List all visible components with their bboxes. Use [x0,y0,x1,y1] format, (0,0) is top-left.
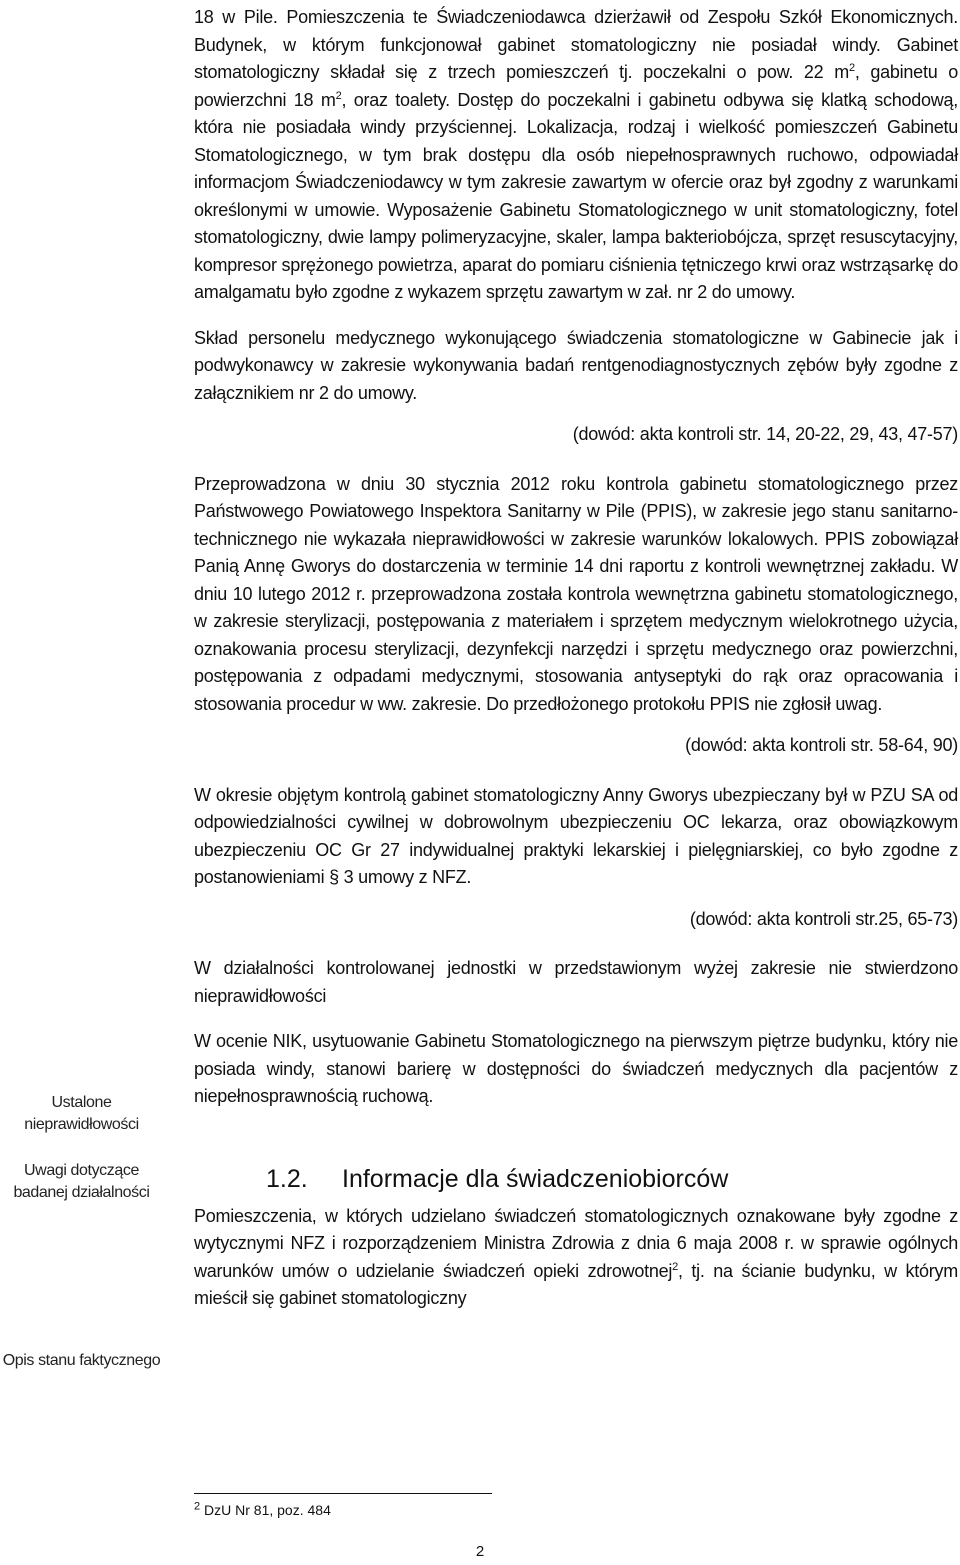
footnote: $^2$ DzU Nr 81, poz. 484 [194,1500,331,1518]
paragraph-sanitary-inspection: Przeprowadzona w dniu 30 stycznia 2012 roku kontrola gabinetu stomatologicznego przez Państwowego Powiatowego Inspektora Sanitarny w Pile (PPIS), w zakresie jego stanu sanitarno-technicznego nie wykazała nieprawidłowości w zakresie warunków lokalowych. PPIS zobowiązał Panią Annę Gworys do dostarczenia w terminie 14 dni raportu z kontroli wewnętrznej zakładu. W dniu 10 lutego 2012 r. przeprowadzona została kontrola wewnętrzna gabinetu stomatologicznego, w zakresie sterylizacji, postępowania z materiałem i sprzętem medycznym wielokrotnego użycia, oznakowania procesu sterylizacji, dezynfekcji narzędzi i sprzętu medycznego oraz powierzchni, postępowania z odpadami medycznymi, stosowania antyseptyki do rąk oraz opracowania i stosowania procedur w ww. zakresie. Do przedłożonego protokołu PPIS nie zgłosił uwag. [194,473,958,714]
margin-note-remarks: Uwagi dotyczące badanej działalności [13,1162,150,1201]
page-number: 2 [475,1543,485,1560]
evidence-reference: (dowód: akta kontroli str.25, 65-73) [689,908,958,929]
evidence-reference: (dowód: akta kontroli str. 14, 20-22, 29, 43, 47-57) [572,424,958,444]
margin-note-irregularities: Ustalone nieprawidłowości [24,1094,139,1133]
footnote-separator [194,1493,492,1494]
section-number: 1.2. [266,1164,308,1193]
margin-note-factual-state: Opis stanu faktycznego [2,1352,161,1369]
footnote-reference[interactable]: 2 [672,1260,678,1273]
paragraph-insurance: W okresie objętym kontrolą gabinet stomatologiczny Anny Gworys ubezpieczany był w PZU SA od odpowiedzialności cywilnej w dobrowolnym ubezpieczeniu OC lekarza, oraz obowiązkowym ubezpieczeniu OC Gr 27 indywidualnej praktyki lekarskiej i pielęgniarskiej, co było zgodne z postanowieniami § 3 umowy z NFZ. [194,784,958,887]
paragraph-no-irregularities: W działalności kontrolowanej jednostki w przedstawionym wyżej zakresie nie stwierdzono nieprawidłowości [194,958,958,1006]
section-title: Informacje dla świadczeniobiorców [342,1164,729,1193]
main-text-column [194,0,958,1313]
paragraph-premises: 18 w Pile. Pomieszczenia te Świadczeniodawca dzierżawił od Zespołu Szkół Ekonomicznych. Budynek, w którym funkcjonował gabinet stomatologiczny nie posiadał windy. Gabinet stomatologiczny składał się z trzech pomieszczeń tj. poczekalni o pow. 22 $m^2$, gabinetu o powierzchni 18 $m^2$, oraz toalety. Dostęp do poczekalni i gabinetu odbywa się klatką schodową, która nie posiadała windy przyściennej. Lokalizacja, rodzaj i wielkość pomieszczeń Gabinetu Stomatologicznego, w tym brak dostępu dla osób niepełnosprawnych ruchowo, odpowiadał informacjom Świadczeniodawcy w tym zakresie zawartym w ofercie oraz był zgodny z warunkami określonymi w umowie. Wyposażenie Gabinetu Stomatologicznego w unit stomatologiczny, fotel stomatologiczny, dwie lampy polimeryzacyjne, skaler, lampa bakteriobójcza, sprzęt resuscytacyjny, kompresor sprężonego powietrza, aparat do pomiaru ciśnienia tętniczego krwi oraz wstrząsarkę do amalgamatu było zgodne z wykazem sprzętu zawartym w zał. nr 2 do umowy. [194,7,959,302]
paragraph-nik-assessment: W ocenie NIK, usytuowanie Gabinetu Stomatologicznego na pierwszym piętrze budynku, który nie posiada windy, stanowi barierę w dostępności do świadczeń medycznych dla pacjentów z niepełnosprawnością ruchową. [194,1031,958,1106]
paragraph-signage: Pomieszczenia, w których udzielano świadczeń stomatologicznych oznakowane były zgodne z wytycznymi NFZ i rozporządzeniem Ministra Zdrowia z dnia 6 maja 2008 r. w sprawie ogólnych warunków umów o udzielanie świadczeń opieki zdrowotnej$^2$, tj. na ścianie budynku, w którym mieścił się gabinet stomatologiczny [194,1205,958,1308]
paragraph-staff: Skład personelu medycznego wykonującego świadczenia stomatologiczne w Gabinecie jak i podwykonawcy w zakresie wykonywania badań rentgenodiagnostycznych zębów były zgodne z załącznikiem nr 2 do umowy. [194,327,958,403]
section-heading [194,1163,958,1195]
evidence-reference: (dowód: akta kontroli str. 58-64, 90) [685,735,958,755]
